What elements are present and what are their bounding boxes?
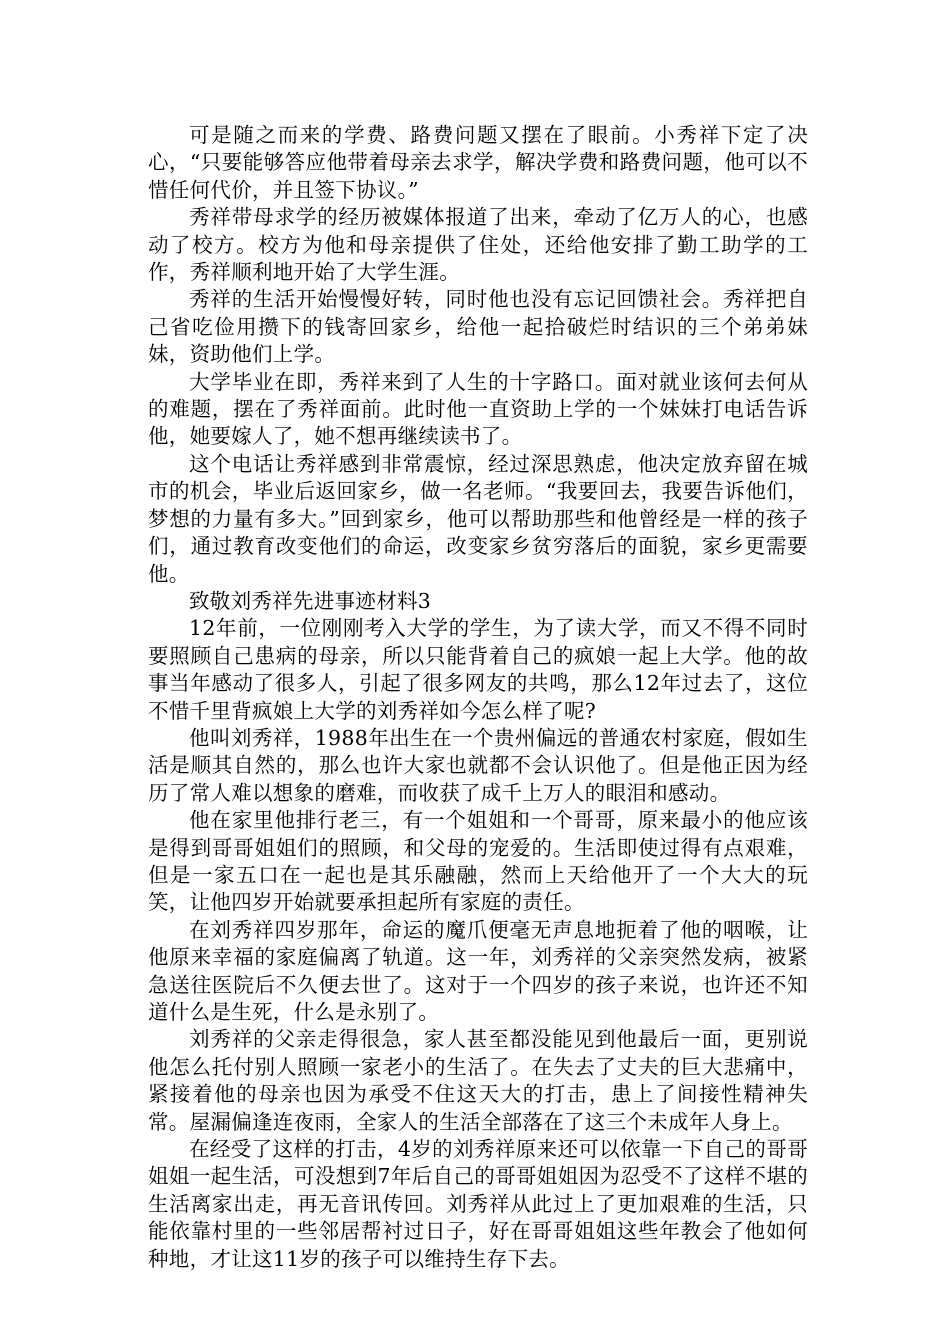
document-body [148, 122, 808, 1273]
paragraph-3: 秀祥的生活开始慢慢好转，同时他也没有忘记回馈社会。秀祥把自己省吃俭用攒下的钱寄回家乡，给他一起拾破烂时结识的三个弟弟妹妹，资助他们上学。 [148, 287, 808, 367]
paragraph-6: 12年前，一位刚刚考入大学的学生，为了读大学，而又不得不同时要照顾自己患病的母亲，所以只能背着自己的疯娘一起上大学。他的故事当年感动了很多人，引起了很多网友的共鸣，那么12年过去了，这位不惜千里背疯娘上大学的刘秀祥如今怎么样了呢? [148, 616, 808, 723]
paragraph-8: 他在家里他排行老三，有一个姐姐和一个哥哥，原来最小的他应该是得到哥哥姐姐们的照顾，和父母的宠爱的。生活即使过得有点艰难，但是一家五口在一起也是其乐融融，然而上天给他开了一个大大的玩笑，让他四岁开始就要承担起所有家庭的责任。 [148, 808, 808, 915]
paragraph-10: 刘秀祥的父亲走得很急，家人甚至都没能见到他最后一面，更别说他怎么托付别人照顾一家老小的生活了。在失去了丈夫的巨大悲痛中，紧接着他的母亲也因为承受不住这天大的打击，患上了间接性精神失常。屋漏偏逢连夜雨，全家人的生活全部落在了这三个未成年人身上。 [148, 1027, 808, 1134]
paragraph-5: 这个电话让秀祥感到非常震惊，经过深思熟虑，他决定放弃留在城市的机会，毕业后返回家乡，做一名老师。“我要回去，我要告诉他们，梦想的力量有多大。”回到家乡，他可以帮助那些和他曾经是一样的孩子们，通过教育改变他们的命运，改变家乡贫穷落后的面貌，家乡更需要他。 [148, 451, 808, 586]
paragraph-9: 在刘秀祥四岁那年，命运的魔爪便毫无声息地扼着了他的咽喉，让他原来幸福的家庭偏离了轨道。这一年，刘秀祥的父亲突然发病，被紧急送往医院后不久便去世了。这对于一个四岁的孩子来说，也许还不知道什么是生死，什么是永别了。 [148, 917, 808, 1024]
paragraph-1: 可是随之而来的学费、路费问题又摆在了眼前。小秀祥下定了决心，“只要能够答应他带着母亲去求学，解决学费和路费问题，他可以不惜任何代价，并且签下协议。” [148, 123, 808, 202]
paragraph-11: 在经受了这样的打击，4岁的刘秀祥原来还可以依靠一下自己的哥哥姐姐一起生活，可没想到7年后自己的哥哥姐姐因为忍受不了这样不堪的生活离家出走，再无音讯传回。刘秀祥从此过上了更加艰难的生活，只能依靠村里的一些邻居帮衬过日子，好在哥哥姐姐这些年教会了他如何种地，才让这11岁的孩子可以维持生存下去。 [148, 1137, 808, 1271]
paragraph-2: 秀祥带母求学的经历被媒体报道了出来，牵动了亿万人的心，也感动了校方。校方为他和母亲提供了住处，还给他安排了勤工助学的工作，秀祥顺利地开始了大学生涯。 [148, 205, 808, 285]
section-heading: 致敬刘秀祥先进事迹材料3 [189, 588, 432, 613]
paragraph-7: 他叫刘秀祥，1988年出生在一个贵州偏远的普通农村家庭，假如生活是顺其自然的，那么也许大家也就都不会认识他了。但是他正因为经历了常人难以想象的磨难，而收获了成千上万人的眼泪和感动。 [148, 725, 808, 805]
paragraph-4: 大学毕业在即，秀祥来到了人生的十字路口。面对就业该何去何从的难题，摆在了秀祥面前。此时他一直资助上学的一个妹妹打电话告诉他，她要嫁人了，她不想再继续读书了。 [148, 369, 808, 449]
